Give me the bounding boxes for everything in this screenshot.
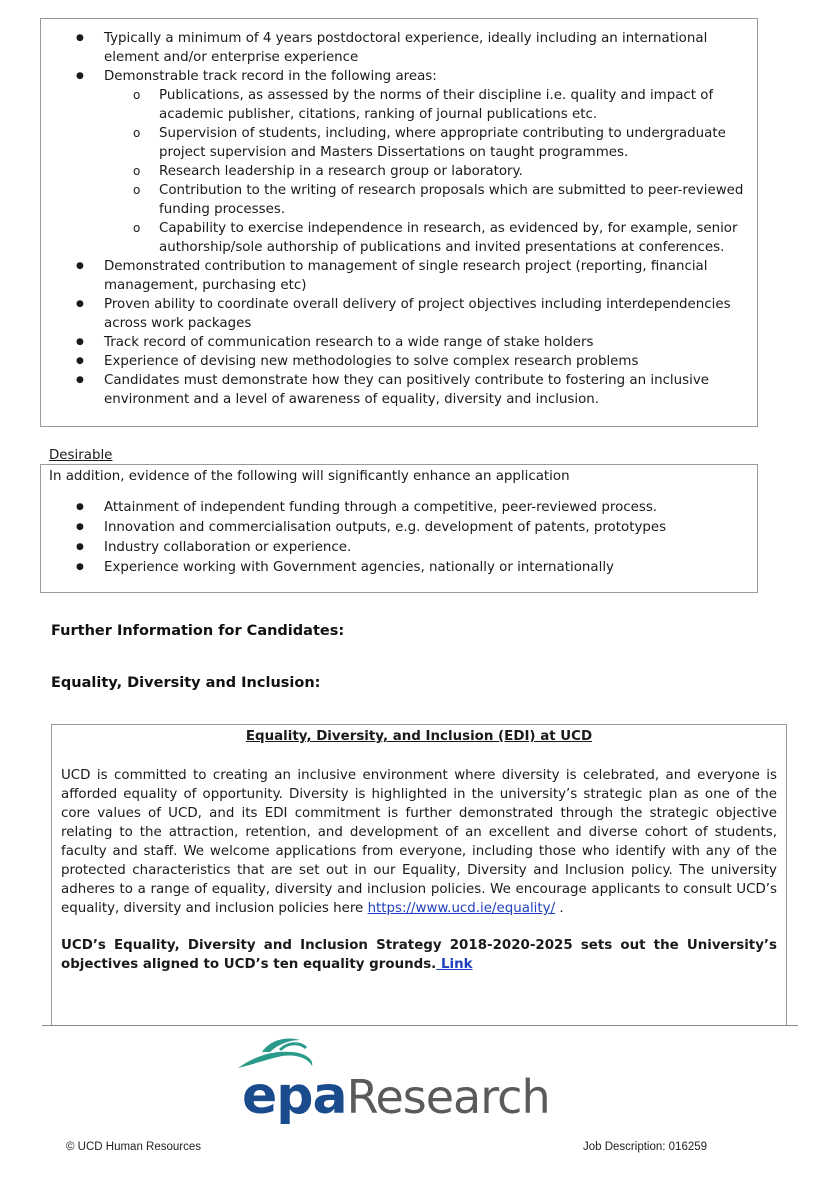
essential-criteria-item: ● Typically a minimum of 4 years postdoctoral experience, ideally including an international element and/or enterprise experience [41,29,757,67]
desirable-criteria-box [40,464,758,593]
essential-criteria-item: ● Candidates must demonstrate how they can positively contribute to fostering an inclusive environment and a level of awareness of equality, diversity and inclusion. [41,371,757,409]
essential-criteria-item: ● Proven ability to coordinate overall delivery of project objectives including interdependencies across work packages [41,295,757,333]
edi-strategy-paragraph: UCD’s Equality, Diversity and Inclusion Strategy 2018-2020-2025 sets out the University’s objectives aligned to UCD’s ten equality grounds. Link [61,938,777,972]
essential-criteria-list [41,29,757,409]
edi-box-title: Equality, Diversity, and Inclusion (EDI) at UCD [245,729,593,744]
essential-sub-item: o Publications, as assessed by the norms of their discipline i.e. quality and impact of academic publisher, citations, ranking of journal publications etc. [104,86,757,124]
essential-criteria-box [40,18,758,427]
edi-box [51,724,787,1026]
logo-epa-text: epa [242,1066,347,1126]
essential-criteria-item: ● Demonstrated contribution to management of single research project (reporting, financial management, purchasing etc) [41,257,757,295]
epa-research-logo [232,1032,550,1132]
equality-policy-link[interactable]: https://www.ucd.ie/equality/ [367,901,556,916]
edi-heading: Equality, Diversity and Inclusion: [51,675,321,691]
edi-paragraph: UCD is committed to creating an inclusive environment where diversity is celebrated, and everyone is afforded equality of opportunity. Diversity is highlighted in the university’s strategic plan as one of the core values of UCD, and its EDI commitment is further demonstrated through the strategic objective relating to the attraction, retention, and development of an excellent and diverse cohort of students, faculty and staff. We welcome applications from everyone, including those who identify with any of the protected characteristics that are set out in our Equality, Diversity and Inclusion policy. The university adheres to a range of equality, diversity and inclusion policies. We encourage applicants to consult UCD’s equality, diversity and inclusion policies here https://www.ucd.ie/equality/ . [61,768,777,916]
divider [42,1025,798,1026]
desirable-criteria-list [41,498,757,578]
essential-criteria-item: ● Track record of communication research to a wide range of stake holders [41,333,757,352]
essential-criteria-item: ● Experience of devising new methodologies to solve complex research problems [41,352,757,371]
essential-sub-item: o Contribution to the writing of research proposals which are submitted to peer-reviewed funding processes. [104,181,757,219]
essential-sub-item: o Capability to exercise independence in research, as evidenced by, for example, senior authorship/sole authorship of publications and invited presentations at conferences. [104,219,757,257]
further-information-heading: Further Information for Candidates: [51,623,345,639]
desirable-criteria-item: ● Attainment of independent funding through a competitive, peer-reviewed process. [41,498,757,518]
footer-copyright: © UCD Human Resources [66,1141,202,1153]
footer-job-description: Job Description: 016259 [583,1141,708,1153]
essential-sub-list [104,86,757,257]
desirable-intro: In addition, evidence of the following will significantly enhance an application [49,469,570,484]
essential-sub-item: o Supervision of students, including, where appropriate contributing to undergraduate project supervision and Masters Dissertations on taught programmes. [104,124,757,162]
essential-criteria-item: ● Demonstrable track record in the following areas: o Publications, as assessed by the norms of their discipline i.e. quality and impact of academic publisher, citations, ranking of journal publications etc. o Supervision of students, including, where appropriate contributing to undergraduate project supervision and Masters Dissertations on taught programmes. o Research leadership in a research group or laboratory. o Contribution to the writing of research proposals which are submitted to peer-reviewed funding processes. o Capability to exercise independence in research, as evidenced by, for example, senior authorship/sole authorship of publications and invited presentations at conferences. [41,67,757,257]
essential-sub-item: o Research leadership in a research group or laboratory. [104,162,757,181]
desirable-criteria-item: ● Innovation and commercialisation outputs, e.g. development of patents, prototypes [41,518,757,538]
desirable-label: Desirable [49,448,113,463]
desirable-criteria-item: ● Experience working with Government agencies, nationally or internationally [41,558,757,578]
desirable-criteria-item: ● Industry collaboration or experience. [41,538,757,558]
logo-research-text: Research [346,1070,550,1124]
strategy-link[interactable]: Link [436,957,473,972]
